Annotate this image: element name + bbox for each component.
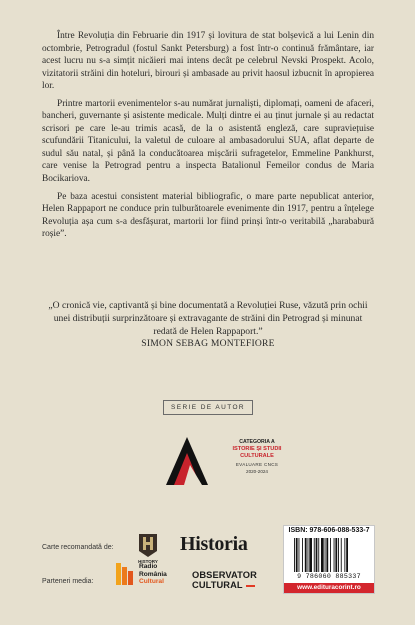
red-bar-icon [246, 585, 255, 587]
blurb [42, 30, 374, 246]
badge-text [217, 439, 297, 475]
partners-label: Parteneri media: [42, 578, 94, 585]
historia-logo: Historia [180, 533, 248, 555]
badge-evaluation: EVALUARE CNCS [235, 462, 279, 467]
quote-attribution: SIMON SEBAG MONTEFIORE [141, 338, 275, 350]
radio-line-2: România [139, 570, 167, 578]
publisher-website: www.edituracorint.ro [284, 583, 374, 593]
radio-text [139, 563, 167, 586]
blurb-paragraph-2: Printre martorii evenimentelor s-au numărat jurnaliști, diplomați, oameni de afaceri, bancheri, guvernante și asistente medicale. Mulți dintre ei au ținut jurnale și au redactat scrisori pe care le-au trimis acasă, de la o asistentă engleză, care supraviețuise scufundării Titanicului, la valetul de culoare al ambasadorului SUA, aflat departe de sudul său natal, și până la conducătoarea mișcării sufragetelor, Emmeline Pankhurst, care venise la Petrograd pentru a inspecta Batalionul Femeilor condus de Maria Bocikariova. [42, 98, 374, 185]
isbn-block [283, 525, 375, 594]
barcode-digits: 9 786060 885337 [297, 573, 361, 580]
isbn-label: ISBN: 978-606-088-533-7 [288, 527, 370, 534]
quote-text: „O cronică vie, captivantă și bine documentată a Revoluției Ruse, văzută prin ochii unei distribuții surprinzătoare și extravagante de străini din Petrograd și minunat redată de Helen Rappaport.” [48, 300, 368, 337]
history-logo-text: HISTORY [138, 559, 158, 564]
badge-domain: ISTORIE ȘI STUDII CULTURALE [232, 446, 282, 459]
observator-cultural-logo [192, 570, 257, 590]
blurb-paragraph-3: Pe baza acestui consistent material bibliografic, o mare parte nepublicat anterior, Helen Rappaport ne conduce prin tulburătoarele evenimente din 1917, pentru a înțelege Revoluția așa cum s-a desfășurat, martorii lor fiind prinși într-o veritabilă „harababură roșie”. [42, 191, 374, 240]
badge-years: 2020-2024 [246, 469, 268, 474]
series-label: SERIE DE AUTOR [163, 400, 253, 415]
badge-category: CATEGORIA A [239, 439, 275, 445]
barcode-icon [293, 538, 367, 572]
blurb-paragraph-1: Între Revoluția din Februarie din 1917 și lovitura de stat bolșevică a lui Lenin din octombrie, Petrogradul (fostul Sankt Petersburg) a fost într-o continuă frământare, iar acest lucru nu s-a simțit nicăieri mai intens decât pe celebrul Nevski Prospekt. Acolo, vizitatorii străini din hoteluri, birouri și ambasade au privit haosul izbucnit în apropierea lor. [42, 31, 374, 92]
recommended-label: Carte recomandată de: [42, 544, 114, 551]
radio-line-3: Cultural [139, 578, 164, 586]
observator-line-2: CULTURAL [192, 580, 243, 590]
radio-wave-icon [114, 561, 138, 589]
review-quote [42, 300, 374, 351]
cncs-badge [160, 435, 310, 491]
radio-romania-cultural-logo [114, 561, 186, 593]
observator-line-1: OBSERVATOR [192, 570, 257, 580]
radio-line-1: Radio [139, 563, 158, 570]
